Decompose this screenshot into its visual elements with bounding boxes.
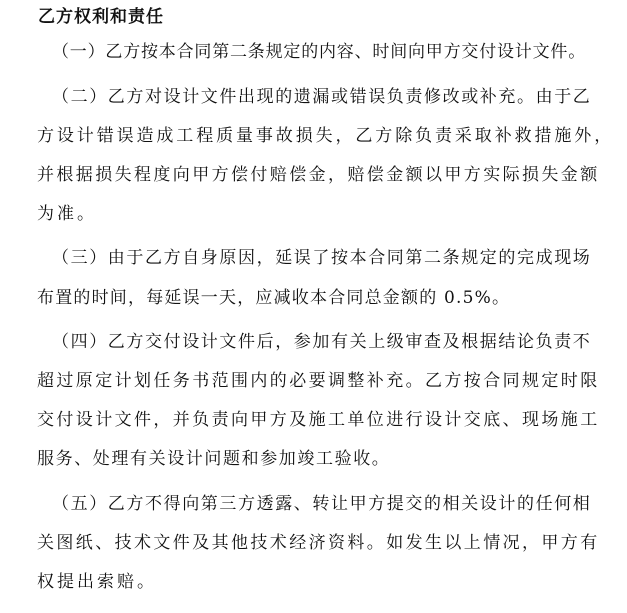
paragraph-3-line-2: 布置的时间，每延误一天，应减收本合同总金额的 0.5%。 [37, 288, 511, 308]
paragraph-4-line-2: 超过原定计划任务书范围内的必要调整补充。乙方按合同规定时限 [37, 371, 600, 391]
paragraph-5-line-2: 关图纸、技术文件及其他技术经济资料。如发生以上情况，甲方有 [37, 533, 600, 553]
section-heading: 乙方权利和责任 [38, 7, 164, 27]
paragraph-1-line-1: （一）乙方按本合同第二条规定的内容、时间向甲方交付设计文件。 [52, 42, 586, 62]
paragraph-3-line-1: （三）由于乙方自身原因，延误了按本合同第二条规定的完成现场 [52, 248, 592, 268]
paragraph-2-line-1: （二）乙方对设计文件出现的遗漏或错误负责修改或补充。由于乙 [52, 87, 592, 107]
paragraph-4-line-4: 服务、处理有关设计问题和参加竣工验收。 [37, 449, 391, 469]
paragraph-4-line-3: 交付设计文件，并负责向甲方及施工单位进行设计交底、现场施工 [37, 410, 600, 430]
paragraph-2-line-4: 为准。 [37, 204, 97, 224]
paragraph-5-line-1: （五）乙方不得向第三方透露、转让甲方提交的相关设计的任何相 [52, 494, 592, 514]
paragraph-5-line-3: 权提出索赔。 [37, 572, 157, 592]
paragraph-2-line-3: 并根据损失程度向甲方偿付赔偿金，赔偿金额以甲方实际损失金额 [37, 165, 600, 185]
paragraph-4-line-1: （四）乙方交付设计文件后，参加有关上级审查及根据结论负责不 [52, 332, 592, 352]
paragraph-2-line-2: 方设计错误造成工程质量事故损失，乙方除负责采取补救措施外， [37, 126, 615, 146]
